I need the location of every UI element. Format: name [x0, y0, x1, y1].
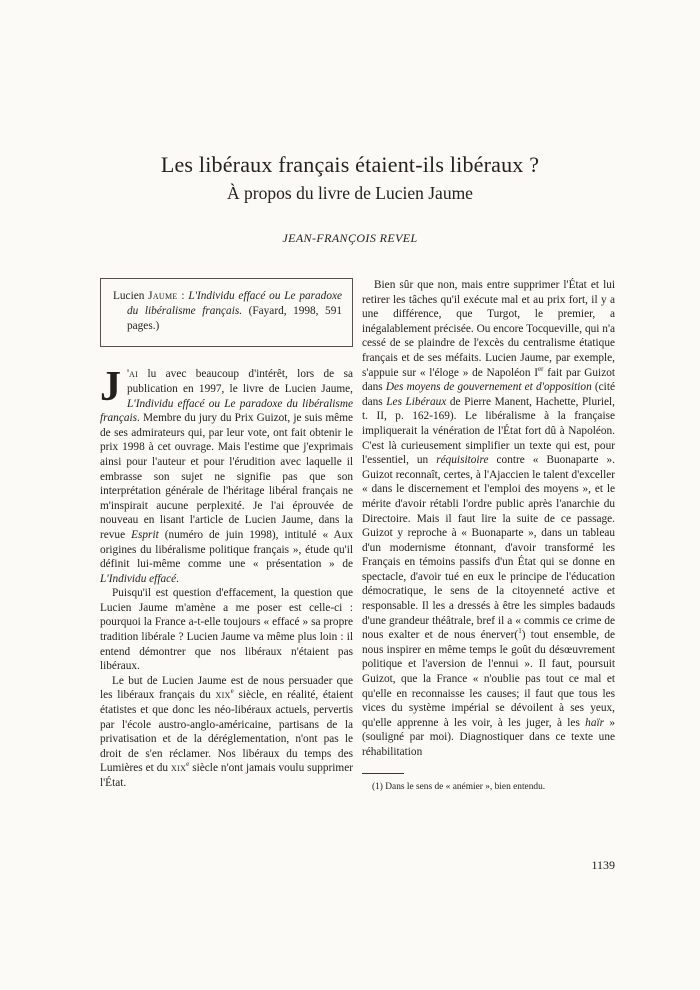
reference-box [100, 278, 353, 347]
reference-text: Lucien Jaume : L'Individu effacé ou Le paradoxe du libéralisme français. (Fayard, 1998, 591 pages.) [113, 290, 342, 332]
author-name: JEAN-FRANÇOIS REVEL [282, 231, 418, 245]
footnote-rule [362, 773, 404, 774]
paragraph: Le but de Lucien Jaume est de nous persuader que les libéraux français du xix$^e$ siècle, en réalité, étaient étatistes et que donc les néo-libéraux actuels, pervertis par l'école austro-anglo-américaine, partisans de la privatisation et de la déréglementation, n'ont pas le droit de s'en réclamer. Nos libéraux du temps des Lumières et du xix$^e$ siècle n'ont jamais voulu supprimer l'État. [100, 674, 354, 790]
left-column [100, 278, 353, 793]
paragraph: Puisqu'il est question d'effacement, la question que Lucien Jaume m'amène a me poser est celle-ci : pourquoi la France a-t-elle toujours « effacé » sa propre tradition libérale ? Lucien Jaume va même plus loin : il entend démontrer que nos libéraux n'étaient pas libéraux. [100, 587, 353, 673]
paragraph-lead-text: 'ai lu avec beaucoup d'intérêt, lors de sa publication en 1997, le livre de Lucien Jaume, L'Individu effacé ou Le paradoxe du libéralisme français. Membre du jury du Prix Guizot, je suis même de ses admirateurs qui, par leur vote, ont fait obtenir le prix 1998 à cet ouvrage. Mais l'estime que j'exprimais ainsi pour l'auteur et pour l'érudition avec laquelle il embrasse son sujet ne signifie pas que son interprétation générale de l'héritage libéral français ne m'inspirait aucune perplexité. Je l'ai éprouvée de nouveau en lisant l'article de Lucien Jaume, dans la revue Esprit (numéro de juin 1998), intitulé « Aux origines du libéralisme politique français », étude qu'il définit lui-même comme une « présentation » de L'Individu effacé. [100, 368, 353, 585]
article-columns [100, 278, 615, 793]
page-title: Les libéraux français étaient-ils libéraux ? [160, 152, 540, 177]
paragraph: Bien sûr que non, mais entre supprimer l'État et lui retirer les tâches qu'il exécute mal et au prix fort, il y a une différence, que Turgot, le premier, a inégalablement précisée. Ou encore Tocqueville, qui n'a cessé de se plaindre de l'excès du centralisme étatique français et de ses méfaits. Lucien Jaume, par exemple, s'appuie sur « l'éloge » de Napoléon Ier fait par Guizot dans Des moyens de gouvernement et d'opposition (cité dans Les Libéraux de Pierre Manent, Hachette, Pluriel, t. II, p. 162-169). Le libéralisme à la française impliquerait la vénération de l'État fort dû à Napoléon. C'est là curieusement simplifier un texte qui est, pour l'essentiel, un réquisitoire contre « Buonaparte ». Guizot reconnaît, certes, à l'Ajaccien le talent d'exceller « dans le discernement et l'emploi des moyens », et le mérite d'avoir rétabli l'ordre public après l'anarchie du Directoire. Mais il faut lire la suite de ce passage. Guizot y reproche à « Buonaparte », dans un tableau d'un modernisme étonnant, d'avoir transformé les Français en témoins passifs d'un État qui se donne en spectacle, d'avoir tué en eux le principe de l'éducation démocratique, le sens de la citoyenneté active et responsable. Il les a dressés à être les simples badauds d'une grandeur théâtrale, bref il a « commis ce crime de nous exalter et de nous énerver($^1$) tout ensemble, de nous inspirer en même temps le goût du désœuvrement politique et l'aversion de l'ennui ». Il faut, poursuit Guizot, que la France « n'oublie pas tout ce mal et qu'elle en reconnaisse les causes; il faut que tous les vices du système impérial se dévoilent à ses yeux, qu'elle apprenne à les voir, à les juger, à les haïr » (souligné par moi). Diagnostiquer dans ce texte une réhabilitation [362, 279, 615, 758]
right-column [362, 278, 615, 793]
paragraph-lead [100, 364, 353, 586]
dropcap: J [100, 364, 121, 411]
footnote-text: (1) Dans le sens de « anémier », bien entendu. [372, 781, 546, 792]
page-number: 1139 [591, 858, 615, 872]
page-subtitle: À propos du livre de Lucien Jaume [227, 183, 473, 203]
